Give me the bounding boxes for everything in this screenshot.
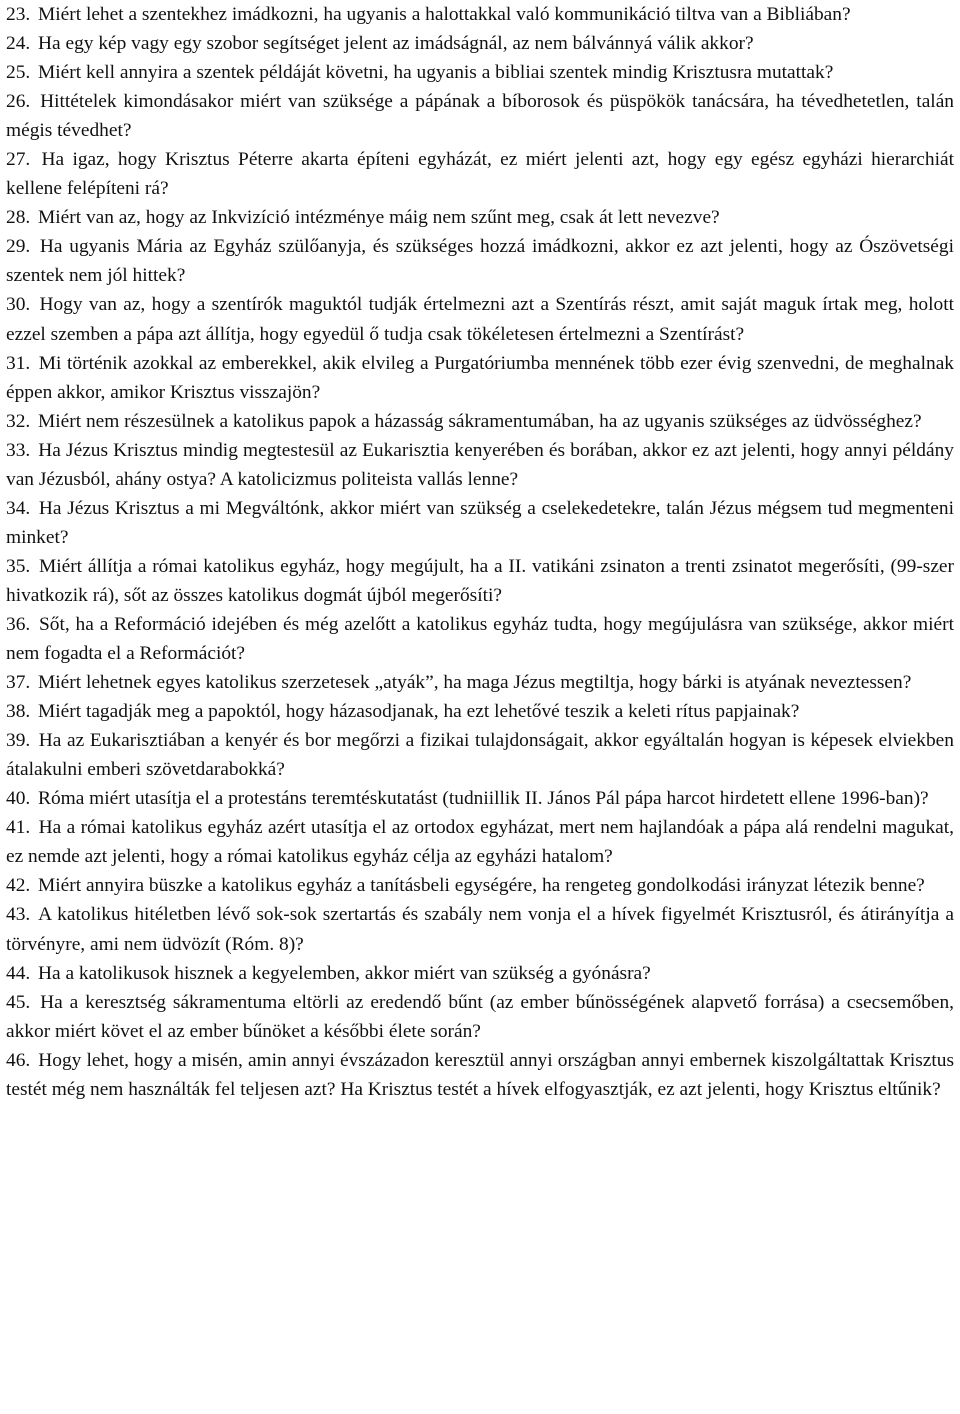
question-number: 30. [6, 294, 31, 316]
question-text: Miért lehet a szentekhez imádkozni, ha ugyanis a halottakkal való kommunikáció tiltva van a Bibliában? [38, 4, 851, 25]
question-item [6, 407, 954, 436]
question-text: Ha egy kép vagy egy szobor segítséget jelent az imádságnál, az nem bálvánnyá válik akkor? [38, 33, 754, 55]
question-item [6, 349, 954, 407]
question-number: 39. [6, 730, 31, 752]
question-text: Mi történik azokkal az emberekkel, akik elvileg a Purgatóriumba mennének több ezer évig szenvedni, de meghalnak éppen akkor, amikor Krisztus visszajön? [6, 352, 954, 403]
question-item [6, 494, 954, 552]
question-text: Miért tagadják meg a papoktól, hogy házasodjanak, ha ezt lehetővé teszik a keleti rítus papjainak? [38, 701, 800, 723]
question-item [6, 552, 954, 610]
question-item [6, 813, 954, 871]
question-text: Ha a római katolikus egyház azért utasítja el az ortodox egyházat, mert nem hajlandóak a pápa alá rendelni magukat, ez nemde azt jelenti, hogy a római katolikus egyház célja az egyházi hatalom? [6, 817, 954, 868]
question-text: Ha az Eukarisztiában a kenyér és bor megőrzi a fizikai tulajdonságait, akkor egyáltalán hogyan is képesek elviekben átalakulni emberi szövetdarabokká? [6, 730, 954, 781]
question-number: 32. [6, 410, 31, 432]
question-text: Miért kell annyira a szentek példáját követni, ha ugyanis a bibliai szentek mindig Krisztusra mutattak? [38, 62, 834, 84]
question-item [6, 668, 954, 697]
question-text: Ha a keresztség sákramentuma eltörli az eredendő bűnt (az ember bűnösségének alapvető forrása) a csecsemőben, akkor miért követ el az ember bűnöket a későbbi élete során? [6, 991, 954, 1042]
question-number: 26. [6, 91, 31, 113]
question-text: Ha igaz, hogy Krisztus Péterre akarta építeni egyházát, ez miért jelenti azt, hogy egy egész egyházi hierarchiát kellene felépíteni rá? [6, 149, 954, 200]
question-text: Miért nem részesülnek a katolikus papok a házasság sákramentumában, ha az ugyanis szükséges az üdvösséghez? [38, 410, 922, 432]
question-text: Hittételek kimondásakor miért van szüksége a pápának a bíborosok és püspökök tanácsára, ha tévedhetetlen, talán mégis tévedhet? [6, 91, 954, 142]
question-text: Róma miért utasítja el a protestáns teremtéskutatást (tudniillik II. János Pál pápa harcot hirdetett ellene 1996-ban)? [38, 788, 929, 810]
question-item [6, 29, 954, 58]
question-number: 33. [6, 439, 31, 461]
question-item [6, 87, 954, 145]
question-text: Miért állítja a római katolikus egyház, hogy megújult, ha a II. vatikáni zsinaton a trenti zsinatot megerősíti, (99-szer hivatkozik rá), sőt az összes katolikus dogmát újból megerősíti? [6, 555, 954, 606]
question-number: 29. [6, 236, 31, 258]
question-item [6, 232, 954, 290]
question-item [6, 871, 954, 900]
question-number: 45. [6, 991, 31, 1013]
question-item [6, 697, 954, 726]
question-text: Ha ugyanis Mária az Egyház szülőanyja, és szükséges hozzá imádkozni, akkor ez azt jelenti, hogy az Ószövetségi szentek nem jól hittek? [6, 236, 954, 287]
question-text: Hogy van az, hogy a szentírók maguktól tudják értelmezni azt a Szentírás részt, amit saját maguk írtak meg, holott ezzel szemben a pápa azt állítja, hogy egyedül ő tudja csak tökéletesen értelmezni a Szentírást? [6, 294, 954, 345]
question-text: Hogy lehet, hogy a misén, amin annyi évszázadon keresztül annyi országban annyi embernek kiszolgáltattak Krisztus testét még nem használták fel teljesen azt? Ha Krisztus testét a hívek elfogyasztják, ez azt jelenti, hogy Krisztus eltűnik? [6, 1049, 954, 1100]
question-item [6, 959, 954, 988]
question-number: 41. [6, 817, 31, 839]
question-number: 24. [6, 33, 31, 55]
question-text: Miért lehetnek egyes katolikus szerzetesek „atyák”, ha maga Jézus megtiltja, hogy bárki is atyának neveztessen? [38, 672, 912, 694]
question-number: 35. [6, 555, 31, 577]
question-text: Ha Jézus Krisztus mindig megtestesül az Eukarisztia kenyerében és borában, akkor ez azt jelenti, hogy annyi példány van Jézusból, ahány ostya? A katolicizmus politeista vallás lenne? [6, 439, 954, 490]
question-number: 43. [6, 904, 31, 926]
question-number: 40. [6, 788, 31, 810]
question-text: Miért annyira büszke a katolikus egyház a tanításbeli egységére, ha rengeteg gondolkodási irányzat létezik benne? [38, 875, 925, 897]
question-item [6, 900, 954, 958]
question-item [6, 145, 954, 203]
question-text: Sőt, ha a Reformáció idejében és még azelőtt a katolikus egyház tudta, hogy megújulásra van szüksége, akkor miért nem fogadta el a Reformációt? [6, 613, 954, 665]
question-number: 42. [6, 875, 31, 897]
question-number: 28. [6, 207, 31, 229]
question-item [6, 988, 954, 1046]
question-number: 25. [6, 62, 31, 84]
question-number: 27. [6, 149, 31, 171]
question-item [6, 58, 954, 87]
question-number: 44. [6, 962, 31, 984]
question-item [6, 203, 954, 232]
question-item [6, 726, 954, 784]
question-item [6, 290, 954, 348]
question-item [6, 436, 954, 494]
question-number: 34. [6, 497, 31, 519]
question-number: 31. [6, 352, 31, 374]
question-text: Miért van az, hogy az Inkvizíció intézménye máig nem szűnt meg, csak át lett nevezve? [38, 207, 720, 229]
question-number: 46. [6, 1049, 31, 1071]
question-list [6, 0, 954, 1104]
question-number: 36. [6, 613, 31, 635]
question-number: 38. [6, 701, 31, 723]
question-item [6, 0, 954, 29]
question-number: 37. [6, 672, 31, 694]
question-item [6, 784, 954, 813]
question-text: A katolikus hitéletben lévő sok-sok szertartás és szabály nem vonja el a hívek figyelmét Krisztusról, és átirányítja a törvényre, ami nem üdvözít (Róm. 8)? [6, 904, 954, 955]
question-number: 23. [6, 4, 31, 25]
question-text: Ha a katolikusok hisznek a kegyelemben, akkor miért van szükség a gyónásra? [38, 962, 651, 984]
question-text: Ha Jézus Krisztus a mi Megváltónk, akkor miért van szükség a cselekedetekre, talán Jézus mégsem tud megmenteni minket? [6, 497, 954, 548]
question-item [6, 610, 954, 668]
question-item [6, 1046, 954, 1104]
